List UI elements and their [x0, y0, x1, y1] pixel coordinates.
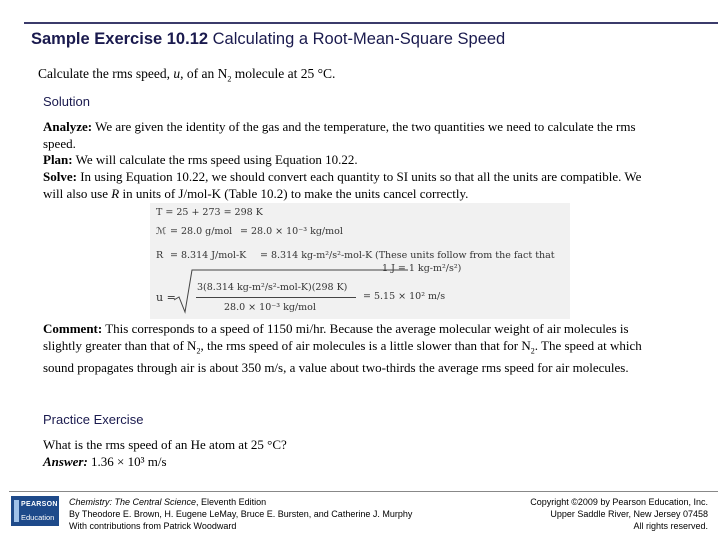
eq-units-note-2: 1 J = 1 kg-m²/s²)	[382, 263, 462, 274]
slide-title	[31, 30, 505, 49]
eq-u-result: = 5.15 × 10² m/s	[363, 291, 446, 302]
title-exercise-number: Sample Exercise 10.12	[31, 30, 209, 48]
book-title: Chemistry: The Central Science	[69, 497, 197, 507]
footer-citation	[69, 496, 412, 532]
footer-rule	[9, 491, 718, 492]
book-edition: , Eleventh Edition	[196, 497, 267, 507]
eq-molar-mass-g: = 28.0 g/mol	[170, 226, 233, 237]
pearson-logo	[11, 496, 59, 526]
practice-answer	[43, 454, 663, 471]
plan-label: Plan:	[43, 152, 73, 167]
question-text: Calculate the rms speed,	[38, 66, 174, 81]
eq-units-note-1: (These units follow from the fact that	[375, 250, 555, 261]
footer-copyright	[530, 496, 708, 532]
eq-u-denominator: 28.0 × 10⁻³ kg/mol	[224, 302, 316, 313]
eq-molar-mass-kg: = 28.0 × 10⁻³ kg/mol	[240, 226, 343, 237]
comment-paragraph	[43, 321, 658, 376]
solve-variable: R	[111, 185, 120, 201]
plan-text: We will calculate the rms speed using Equation 10.22.	[72, 152, 358, 167]
logo-bottom-text: Education	[21, 513, 55, 522]
question-text-end: molecule at 25 °C.	[231, 66, 336, 81]
solve-text: In using Equation 10.22, we should convert each quantity to SI units so that all the units are compatible. We will also use	[43, 169, 642, 201]
plan-paragraph	[43, 152, 663, 169]
comment-label: Comment:	[43, 321, 103, 336]
publisher-address: Upper Saddle River, New Jersey 07458	[550, 509, 708, 519]
eq-u-label: u =	[156, 291, 176, 304]
question-subscript: 2	[227, 74, 232, 84]
copyright-text: Copyright ©2009 by Pearson Education, Inc.	[530, 497, 708, 507]
comment-text-2: , the rms speed of air molecules is a little slower than that for N	[200, 337, 531, 353]
eq-fraction-bar	[196, 297, 356, 298]
logo-top-text: PEARSON	[21, 501, 58, 508]
eq-gas-constant-label: R	[156, 250, 164, 261]
solution-heading: Solution	[43, 94, 90, 109]
book-contributions: With contributions from Patrick Woodward	[69, 521, 237, 531]
practice-question: What is the rms speed of an He atom at 25 °C?	[43, 437, 287, 452]
title-topic: Calculating a Root-Mean-Square Speed	[212, 30, 506, 48]
rights-text: All rights reserved.	[633, 521, 708, 531]
answer-label: Answer:	[43, 454, 88, 469]
comment-text-3: . The speed at which sound propagates through air is about 350 m/s, a value about two-thirds the average rms speed for air molecules.	[43, 337, 642, 375]
eq-gas-constant-j: = 8.314 J/mol-K	[170, 250, 247, 261]
comment-text: This corresponds to a speed of 1150 mi/hr. Because the average molecular weight of air molecules is slightly greater than that of N	[43, 321, 629, 353]
solve-paragraph	[43, 169, 663, 202]
exercise-question	[38, 66, 335, 84]
eq-temperature: T = 25 + 273 = 298 K	[156, 207, 263, 218]
answer-text: 1.36 × 10³ m/s	[87, 454, 167, 469]
solve-text-end: in units of J/mol-K (Table 10.2) to make the units cancel correctly.	[119, 185, 469, 201]
practice-heading: Practice Exercise	[43, 412, 144, 427]
comment-subscript-2: 2	[530, 346, 535, 356]
question-variable: u	[173, 66, 181, 81]
eq-molar-mass-label: ℳ	[156, 226, 167, 237]
comment-subscript-1: 2	[196, 346, 201, 356]
analyze-text: We are given the identity of the gas and the temperature, the two quantities we need to calculate the rms speed.	[43, 119, 636, 151]
solve-label: Solve:	[43, 169, 77, 184]
book-authors: By Theodore E. Brown, H. Eugene LeMay, Bruce E. Bursten, and Catherine J. Murphy	[69, 509, 413, 519]
question-text-mid: , of an N	[180, 66, 228, 81]
analyze-paragraph	[43, 119, 663, 152]
eq-u-numerator: 3(8.314 kg-m²/s²-mol-K)(298 K)	[197, 282, 348, 293]
logo-mark	[14, 500, 19, 522]
analyze-label: Analyze:	[43, 119, 93, 134]
title-rule	[24, 22, 718, 24]
eq-gas-constant-kg: = 8.314 kg-m²/s²-mol-K	[260, 250, 373, 261]
